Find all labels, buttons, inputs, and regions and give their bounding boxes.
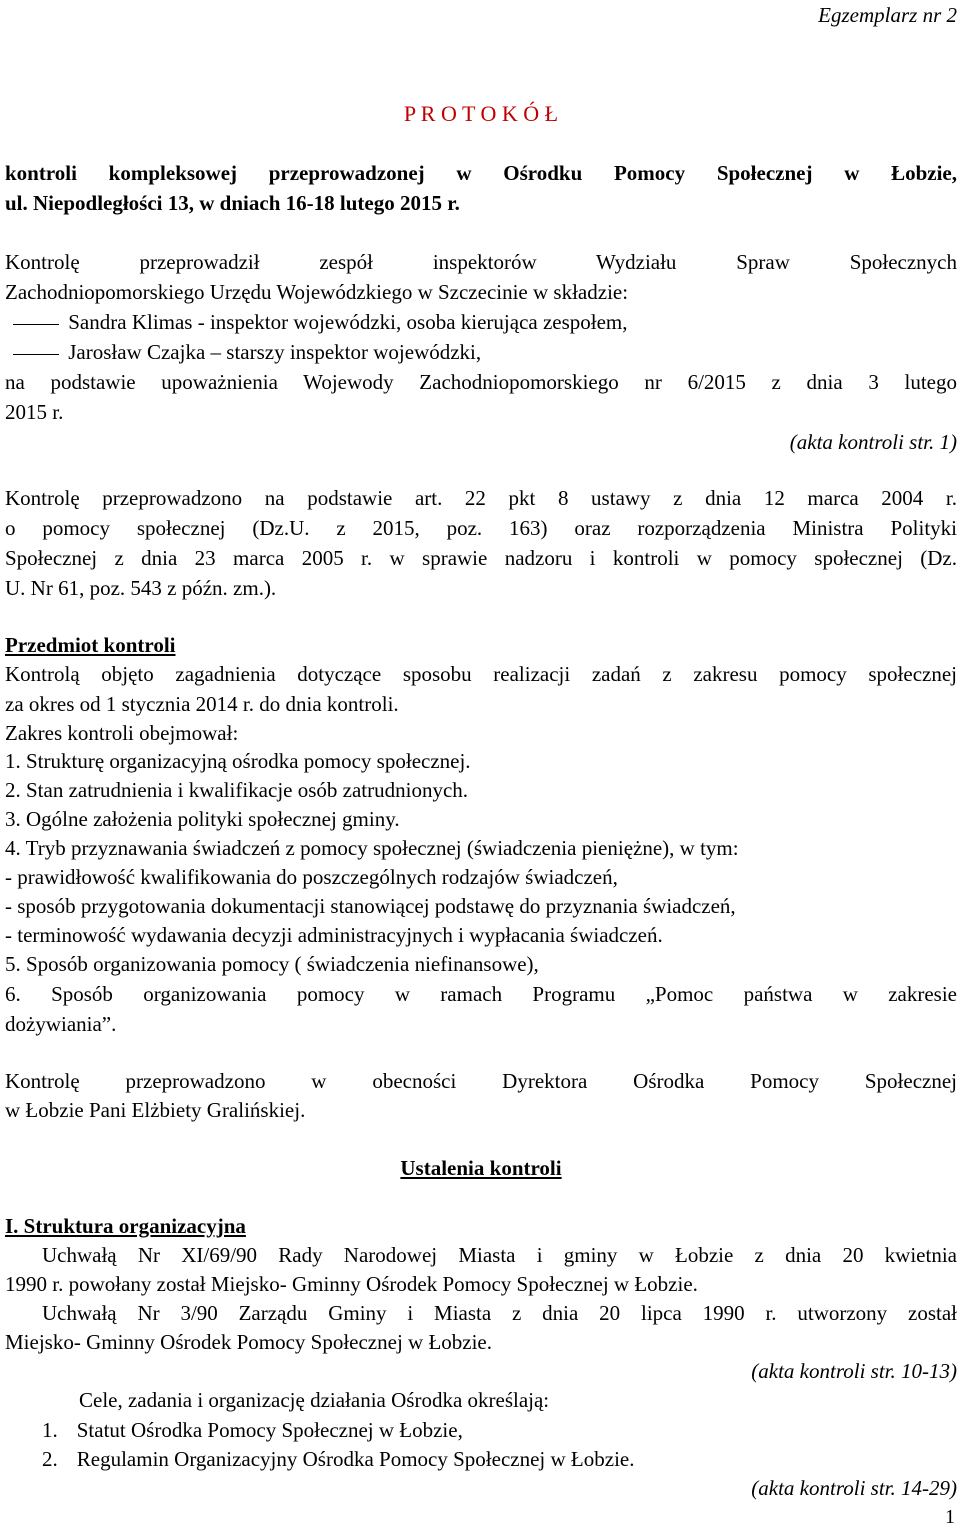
team-member-2 <box>13 337 481 367</box>
section-1-p3: Cele, zadania i organizację działania Ośrodka określają: <box>79 1388 550 1412</box>
subject-line-2: za okres od 1 stycznia 2014 r. do dnia kontroli. <box>5 692 399 716</box>
reference-note: (akta kontroli str. 1) <box>789 430 957 454</box>
legal-basis-line-3: Społecznej z dnia 23 marca 2005 r. w sprawie nadzoru i kontroli w pomocy społecznej (Dz. <box>5 546 957 570</box>
dash-bullet <box>13 354 59 355</box>
reference-note-2: (akta kontroli str. 10-13) <box>751 1359 957 1383</box>
scope-item-6: 6. Sposób organizowania pomocy w ramach Programu „Pomoc państwa w zakresie <box>5 982 957 1006</box>
scope-item-1: 1. Strukturę organizacyjną ośrodka pomocy społecznej. <box>5 749 471 773</box>
list-number: 2. <box>42 1447 58 1471</box>
intro-line-2: Zachodniopomorskiego Urzędu Wojewódzkiego w Szczecinie w składzie: <box>5 280 629 304</box>
subject-line-3: Zakres kontroli obejmował: <box>5 721 239 745</box>
page-number: 1 <box>945 1506 955 1528</box>
findings-heading: Ustalenia kontroli <box>400 1156 562 1180</box>
team-member-1 <box>13 307 628 337</box>
scope-item-6-cont: dożywiania”. <box>5 1012 117 1036</box>
section-1-p1-line-1: Uchwałą Nr XI/69/90 Rady Narodowej Miasta i gminy w Łobzie z dnia 20 kwietnia <box>42 1243 957 1267</box>
list-text: Statut Ośrodka Pomocy Społecznej w Łobzie, <box>76 1418 463 1442</box>
dash-bullet <box>13 324 59 325</box>
presence-line-2: w Łobzie Pani Elżbiety Gralińskiej. <box>5 1098 306 1122</box>
intro-line-4: 2015 r. <box>5 400 64 424</box>
statute-list-item-1 <box>42 1415 463 1445</box>
scope-item-2: 2. Stan zatrudnienia i kwalifikacje osób zatrudnionych. <box>5 778 469 802</box>
team-member-2-text: Jarosław Czajka – starszy inspektor wojewódzki, <box>68 340 482 364</box>
section-1-p1-line-2: 1990 r. powołany został Miejsko- Gminny Ośrodek Pomocy Społecznej w Łobzie. <box>5 1272 698 1296</box>
legal-basis-line-2: o pomocy społecznej (Dz.U. z 2015, poz. 163) oraz rozporządzenia Ministra Polityki <box>5 516 957 540</box>
scope-item-4: 4. Tryb przyznawania świadczeń z pomocy społecznej (świadczenia pieniężne), w tym: <box>5 836 739 860</box>
presence-line-1: Kontrolę przeprowadzono w obecności Dyrektora Ośrodka Pomocy Społecznej <box>5 1069 957 1093</box>
scope-subitem-1: - prawidłowość kwalifikowania do poszczególnych rodzajów świadczeń, <box>5 865 618 889</box>
scope-item-5: 5. Sposób organizowania pomocy ( świadczenia niefinansowe), <box>5 952 539 976</box>
subtitle-line-1: kontroli kompleksowej przeprowadzonej w Ośrodku Pomocy Społecznej w Łobzie, <box>5 161 957 185</box>
intro-line-3: na podstawie upoważnienia Wojewody Zachodniopomorskiego nr 6/2015 z dnia 3 lutego <box>5 370 957 394</box>
team-member-1-text: Sandra Klimas - inspektor wojewódzki, osoba kierująca zespołem, <box>68 310 628 334</box>
subject-heading: Przedmiot kontroli <box>5 633 176 657</box>
subtitle-line-2: ul. Niepodległości 13, w dniach 16-18 lutego 2015 r. <box>5 191 460 215</box>
list-number: 1. <box>42 1418 58 1442</box>
list-text: Regulamin Organizacyjny Ośrodka Pomocy Społecznej w Łobzie. <box>76 1447 635 1471</box>
legal-basis-line-4: U. Nr 61, poz. 543 z późn. zm.). <box>5 576 277 600</box>
scope-subitem-2: - sposób przygotowania dokumentacji stanowiącej podstawę do przyznania świadczeń, <box>5 894 736 918</box>
scope-item-3: 3. Ogólne założenia polityki społecznej gminy. <box>5 807 400 831</box>
statute-list-item-2 <box>42 1444 634 1474</box>
reference-note-3: (akta kontroli str. 14-29) <box>751 1476 957 1500</box>
section-1-p2-line-2: Miejsko- Gminny Ośrodek Pomocy Społecznej w Łobzie. <box>5 1330 492 1354</box>
subject-line-1: Kontrolą objęto zagadnienia dotyczące sposobu realizacji zadań z zakresu pomocy społecznej <box>5 662 957 686</box>
document-title: P R O T O K Ó Ł <box>403 101 559 126</box>
intro-line-1: Kontrolę przeprowadził zespół inspektorów Wydziału Spraw Społecznych <box>5 250 957 274</box>
section-1-heading: I. Struktura organizacyjna <box>5 1214 246 1238</box>
scope-subitem-3: - terminowość wydawania decyzji administracyjnych i wypłacania świadczeń. <box>5 923 663 947</box>
legal-basis-line-1: Kontrolę przeprowadzono na podstawie art. 22 pkt 8 ustawy z dnia 12 marca 2004 r. <box>5 486 957 510</box>
copy-label: Egzemplarz nr 2 <box>818 3 957 27</box>
section-1-p2-line-1: Uchwałą Nr 3/90 Zarządu Gminy i Miasta z dnia 20 lipca 1990 r. utworzony został <box>42 1301 957 1325</box>
